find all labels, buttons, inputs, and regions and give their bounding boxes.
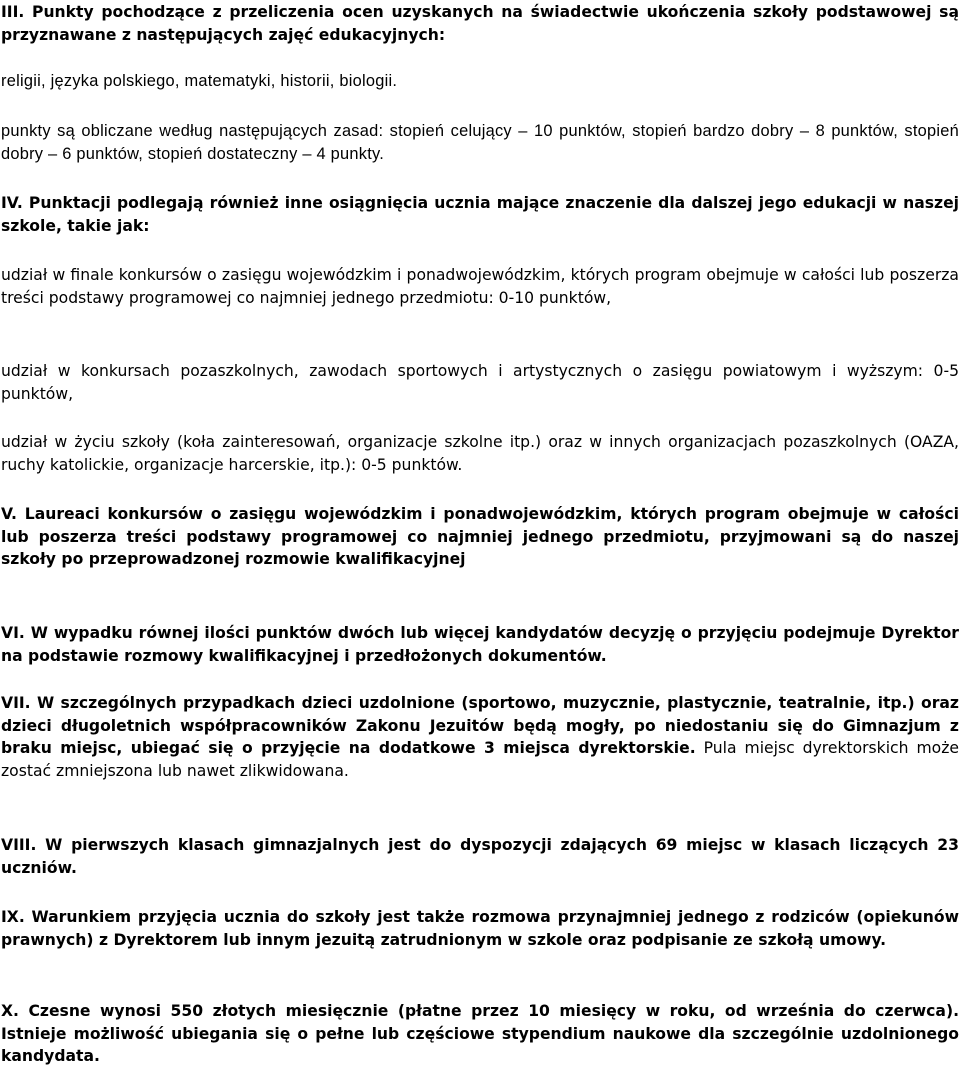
section-iv-item-finals: udział w finale konkursów o zasięgu wojewódzkim i ponadwojewódzkim, których program obejmuje w całości lub poszerza treści podstawy programowej co najmniej jednego przedmiotu: 0-10 punktów, [1, 266, 959, 307]
section-x-tuition: X. Czesne wynosi 550 złotych miesięcznie (płatne przez 10 miesięcy w roku, od września do czerwca). Istnieje możliwość ubiegania się o pełne lub częściowe stypendium naukowe dla szczególnie uzdolnionego kandydata. [1, 1002, 959, 1066]
section-iii-heading: III. Punkty pochodzące z przeliczenia ocen uzyskanych na świadectwie ukończenia szkoły podstawowej są przyznawane z następujących zajęć edukacyjnych: [1, 3, 959, 44]
section-iv-item-competitions: udział w konkursach pozaszkolnych, zawodach sportowych i artystycznych o zasięgu powiatowym i wyższym: 0-5 punktów, [1, 362, 959, 403]
section-vi-equal-points: VI. W wypadku równej ilości punktów dwóch lub więcej kandydatów decyzję o przyjęciu podejmuje Dyrektor na podstawie rozmowy kwalifikacyjnej i przedłożonych dokumentów. [1, 624, 959, 665]
section-vii-bold-text: VII. W szczególnych przypadkach dzieci uzdolnione (sportowo, muzycznie, plastycznie, teatralnie, itp.) oraz dzieci długoletnich współpracowników Zakonu Jezuitów będą mogły, po niedostaniu się do Gimnazjum z braku miejsc, ubiegać się o przyjęcie na dodatkowe 3 miejsca dyrektorskie. [1, 694, 959, 758]
section-iii-subjects: religii, języka polskiego, matematyki, historii, biologii. [1, 72, 398, 90]
section-iv-item-school-life: udział w życiu szkoły (koła zainteresowań, organizacje szkolne itp.) oraz w innych organizacjach pozaszkolnych (OAZA, ruchy katolickie, organizacje harcerskie, itp.): 0-5 punktów. [1, 433, 959, 474]
section-iii-scoring: punkty są obliczane według następujących zasad: stopień celujący – 10 punktów, stopień bardzo dobry – 8 punktów, stopień dobry – 6 punktów, stopień dostateczny – 4 punkty. [1, 122, 959, 163]
section-vii-special-cases [1, 692, 959, 783]
section-viii-places: VIII. W pierwszych klasach gimnazjalnych jest do dyspozycji zdających 69 miejsc w klasach liczących 23 uczniów. [1, 836, 959, 877]
section-vii-plain-text: Pula miejsc dyrektorskich może zostać zmniejszona lub nawet zlikwidowana. [1, 739, 959, 781]
section-ix-admission-condition: IX. Warunkiem przyjęcia ucznia do szkoły jest także rozmowa przynajmniej jednego z rodziców (opiekunów prawnych) z Dyrektorem lub innym jezuitą zatrudnionym w szkole oraz podpisanie ze szkołą umowy. [1, 908, 959, 949]
section-iv-heading: IV. Punktacji podlegają również inne osiągnięcia ucznia mające znaczenie dla dalszej jego edukacji w naszej szkole, takie jak: [1, 194, 959, 235]
section-v-laureates: V. Laureaci konkursów o zasięgu wojewódzkim i ponadwojewódzkim, których program obejmuje w całości lub poszerza treści podstawy programowej co najmniej jednego przedmiotu, przyjmowani są do naszej szkoły po przeprowadzonej rozmowie kwalifikacyjnej [1, 505, 959, 569]
